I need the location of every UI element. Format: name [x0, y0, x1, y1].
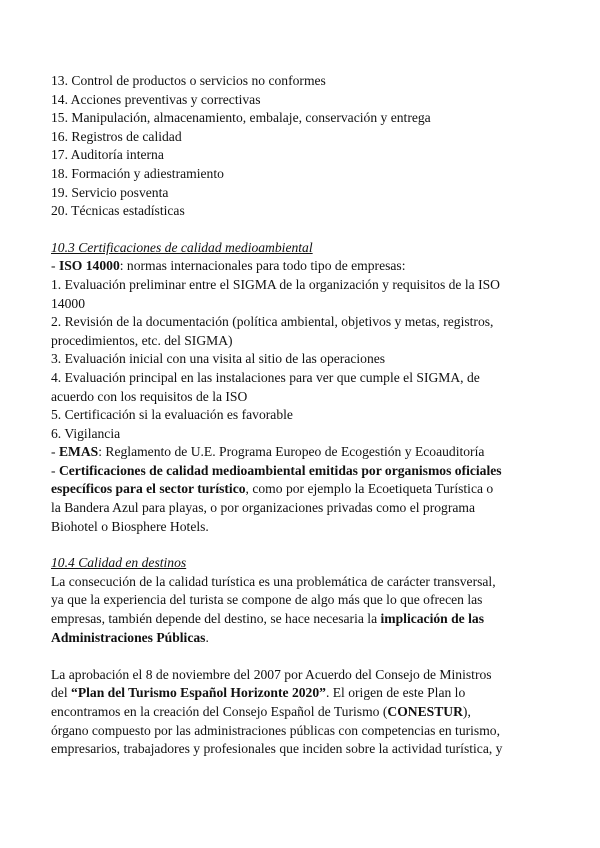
document-body	[51, 72, 571, 759]
list-item: 18. Formación y adiestramiento	[51, 165, 224, 181]
paragraph-text: encontramos en la creación del Consejo Español de Turismo (	[51, 704, 388, 719]
paragraph-bold-text: implicación de las	[380, 611, 484, 627]
paragraph-line: La consecución de la calidad turística es una problemática de carácter transversal,	[51, 573, 496, 589]
cert-line-1	[51, 462, 571, 481]
paragraph-line	[51, 629, 571, 648]
paragraph-spacer	[51, 647, 571, 666]
cert-line-4: Biohotel o Biosphere Hotels.	[51, 518, 209, 534]
cert-bold-text: específicos para el sector turístico	[51, 481, 246, 497]
list-item: 17. Auditoría interna	[51, 147, 164, 163]
paragraph-text: . El origen de este Plan lo	[325, 685, 466, 701]
iso-14000-label: ISO 14000	[58, 258, 120, 274]
iso-steps-list	[51, 276, 571, 443]
paragraph-line: empresarios, trabajadores y profesionales que inciden sobre la actividad turística, y	[51, 741, 503, 757]
paragraph-line	[51, 703, 571, 722]
list-item: 5. Certificación si la evaluación es favorable	[51, 407, 293, 423]
paragraph-bold-text: Administraciones Públicas	[51, 629, 206, 645]
cert-line-2	[51, 480, 571, 499]
paragraph-text: del	[51, 685, 72, 701]
numbered-list	[51, 72, 571, 221]
paragraph-text: ),	[462, 704, 471, 719]
conestur-acronym: CONESTUR	[387, 704, 463, 719]
paragraph-2	[51, 666, 571, 759]
plan-title: “Plan del Turismo Español Horizonte 2020”	[71, 685, 326, 701]
iso-14000-line	[51, 257, 571, 276]
list-item: 19. Servicio posventa	[51, 184, 169, 200]
dash: -	[51, 258, 59, 274]
cert-text: , como por ejemplo la Ecoetiqueta Turística o	[245, 481, 494, 497]
emas-label: EMAS	[58, 444, 99, 460]
paragraph-line: La aprobación el 8 de noviembre del 2007 por Acuerdo del Consejo de Ministros	[51, 666, 492, 682]
list-item: 20. Técnicas estadísticas	[51, 203, 185, 219]
paragraph-line: ya que la experiencia del turista se compone de algo más que lo que ofrecen las	[51, 592, 483, 608]
paragraph-text: .	[205, 629, 209, 645]
list-item: 3. Evaluación inicial con una visita al sitio de las operaciones	[51, 351, 386, 367]
list-item: 13. Control de productos o servicios no conformes	[51, 73, 326, 88]
list-item: procedimientos, etc. del SIGMA)	[51, 332, 233, 348]
cert-bold-text: Certificaciones de calidad medioambiental emitidas por organismos oficiales	[58, 462, 502, 478]
cert-line-3: la Bandera Azul para playas, o por organizaciones privadas como el programa	[51, 500, 476, 516]
section-heading-10-3: 10.3 Certificaciones de calidad medioambiental	[51, 239, 313, 255]
emas-line	[51, 443, 571, 462]
paragraph-1	[51, 573, 571, 647]
paragraph-line	[51, 610, 571, 629]
list-item: acuerdo con los requisitos de la ISO	[51, 388, 248, 404]
dash: -	[51, 444, 59, 460]
list-item: 1. Evaluación preliminar entre el SIGMA de la organización y requisitos de la ISO	[51, 276, 500, 292]
list-item: 2. Revisión de la documentación (política ambiental, objetivos y metas, registros,	[51, 314, 494, 330]
list-item: 16. Registros de calidad	[51, 128, 182, 144]
paragraph-line	[51, 684, 571, 703]
paragraph-text: empresas, también depende del destino, se hace necesaria la	[51, 611, 381, 627]
list-item: 6. Vigilancia	[51, 425, 121, 441]
emas-description: : Reglamento de U.E. Programa Europeo de Ecogestión y Ecoauditoría	[98, 444, 485, 460]
section-heading-10-4: 10.4 Calidad en destinos	[51, 555, 187, 571]
iso-14000-description: : normas internacionales para todo tipo de empresas:	[119, 258, 406, 274]
list-item: 15. Manipulación, almacenamiento, embalaje, conservación y entrega	[51, 110, 431, 126]
list-item: 14. Acciones preventivas y correctivas	[51, 91, 261, 107]
dash: -	[51, 462, 59, 478]
list-item: 4. Evaluación principal en las instalaciones para ver que cumple el SIGMA, de	[51, 369, 480, 385]
paragraph-line: órgano compuesto por las administraciones públicas con competencias en turismo,	[51, 722, 500, 738]
list-item: 14000	[51, 295, 85, 311]
